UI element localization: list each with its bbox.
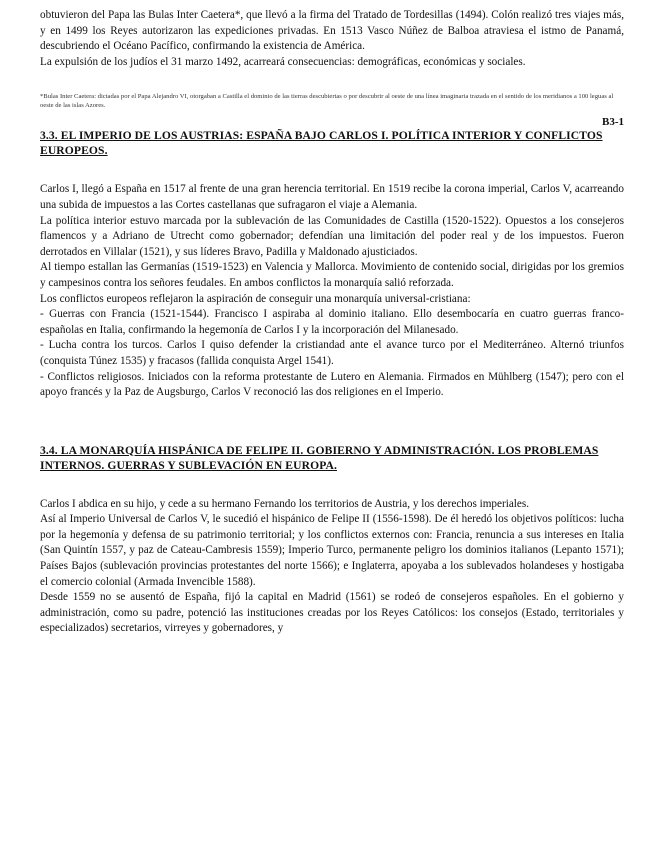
intro-block — [40, 8, 624, 70]
section-heading: 3.4. LA MONARQUÍA HISPÁNICA DE FELIPE II. GOBIERNO Y ADMINISTRACIÓN. LOS PROBLEMAS INTERNOS. GUERRAS Y SUBLEVACIÓN EN EUROPA. — [40, 443, 599, 472]
section-3-4 — [40, 443, 624, 637]
section-3-3 — [40, 128, 624, 400]
section-paragraph: Carlos I abdica en su hijo, y cede a su hermano Fernando los territorios de Austria, y los derechos imperiales. — [40, 497, 530, 510]
section-heading: 3.3. EL IMPERIO DE LOS AUSTRIAS: ESPAÑA BAJO CARLOS I. POLÍTICA INTERIOR Y CONFLICTOS EUROPEOS. — [40, 129, 603, 158]
section-paragraph: - Lucha contra los turcos. Carlos I quiso defender la cristiandad ante el avance turco por el Mediterráneo. Alternó triunfos (conquista Túnez 1535) y fracasos (fallida conquista Argel 1541). — [40, 339, 624, 367]
intro-paragraph: La expulsión de los judíos el 31 marzo 1492, acarreará consecuencias: demográficas, económicas y sociales. — [40, 55, 526, 68]
section-paragraph: - Conflictos religiosos. Iniciados con la reforma protestante de Lutero en Alemania. Firmados en Mühlberg (1547); pero con el apoyo francés y la Paz de Augsburgo, Carlos V reconoció las dos religiones en el Imperio. — [40, 370, 624, 399]
intro-paragraph: obtuvieron del Papa las Bulas Inter Caetera*, que llevó a la firma del Tratado de Tordesillas (1494). Colón realizó tres viajes más, y en 1499 los Reyes autorizaron las expediciones privadas. En 1513 Vasco Núñez de Balboa atraviesa el istmo de Panamá, descubriendo el Océano Pacífico, confirmando la existencia de América. — [40, 9, 624, 53]
section-paragraph: Así al Imperio Universal de Carlos V, le sucedió el hispánico de Felipe II (1556-1598). De él heredó los objetivos políticos: lucha por la hegemonía y defensa de su patrimonio territorial; y los conflictos externos con: Francia, renuncia a sus intereses en Italia (San Quintín 1557, y paz de Cateau-Cambresis 1559); Imperio Turco, permanente peligro los dominios italianos (Lepanto 1571); Países Bajos (sublevación provincias protestantes del norte 1566); e Inglaterra, apoyaba a los sublevados holandeses y hostigaba el comercio colonial (Armada Invencible 1588). — [40, 513, 624, 588]
section-body — [40, 497, 624, 637]
section-paragraph: Los conflictos europeos reflejaron la aspiración de conseguir una monarquía universal-cristiana: — [40, 292, 471, 305]
section-paragraph: Al tiempo estallan las Germanías (1519-1523) en Valencia y Mallorca. Movimiento de contenido social, dirigidas por los gremios y campesinos contra los señores feudales. En ambos conflictos la monarquía salió reforzada. — [40, 261, 624, 289]
page-reference: B3-1 — [602, 116, 624, 129]
section-paragraph: La política interior estuvo marcada por la sublevación de las Comunidades de Castilla (1520-1522). Opuestos a los consejeros flamencos y a Adriano de Utrecht como gobernador; defendían una limitación del poder real y de los impuestos. Fueron derrotados en Villalar (1521), y sus líderes Bravo, Padilla y Maldonado ajusticiados. — [40, 214, 624, 258]
section-paragraph: Desde 1559 no se ausentó de España, fijó la capital en Madrid (1561) se rodeó de consejeros españoles. En el gobierno y administración, como su padre, potenció las instituciones creadas por los Reyes Católicos: los consejos (Estado, territoriales y especializados) secretarios, virreyes y gobernadores, y — [40, 591, 624, 635]
section-paragraph: Carlos I, llegó a España en 1517 al frente de una gran herencia territorial. En 1519 recibe la corona imperial, Carlos V, acarreando una subida de impuestos a las Cortes castellanas que sufragaron el viaje a Alemania. — [40, 183, 624, 211]
section-paragraph: - Guerras con Francia (1521-1544). Francisco I aspiraba al dominio italiano. Ello desembocaría en cuatro guerras franco-españolas en Italia, confirmando la hegemonía de Carlos I y la incorporación del Milanesado. — [40, 308, 624, 336]
footnote: *Bulas Inter Caetera: dictadas por el Papa Alejandro VI, otorgaban a Castilla el dominio de las tierras descubiertas o por descubrir al oeste de una línea imaginaria trazada en el sentido de los meridianos a 100 leguas al oeste de las islas Azores. — [40, 93, 614, 110]
section-body — [40, 182, 624, 400]
